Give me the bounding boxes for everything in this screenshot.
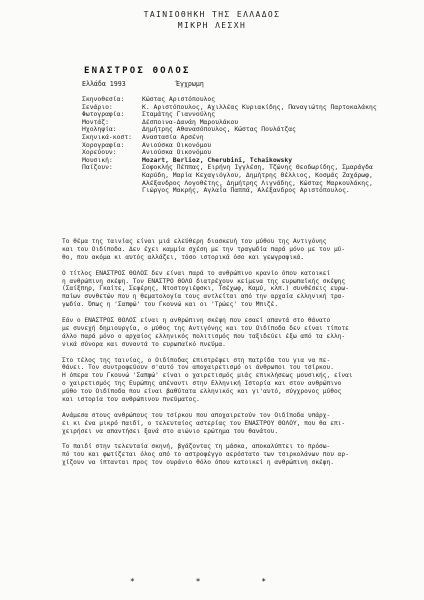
- credit-value: Δημήτρης Αθανασόπουλος, Κώστας Πουλάτζας: [142, 125, 296, 134]
- credit-label: Ηχοληψία:: [82, 125, 117, 134]
- credit-label: Μοντάζ:: [82, 117, 109, 126]
- credit-label: Σκηνικά-κοστ:: [82, 132, 133, 141]
- credit-row-sets-costumes: [82, 134, 412, 142]
- credit-value: Δέσποινα-Δανάη Μαρουλάκου: [142, 117, 239, 126]
- credit-value: Ανιούσκα Οικονόμου: [142, 140, 212, 149]
- synopsis-paragraph: Εάν ο ΕΝΑΣΤΡΟΣ ΘΟΛΟΣ είναι η ανθρώπινη σκέψη που εσαεί απαντά στο θάνατο με συνεχή δημιουργία, ο μύθος της Αντιγόνης και του Οιδίποδα δεν είναι τίποτε άλλο παρά μόνο ο αρχαίος ελληνικός πολιτισμός που ταξιδεύει έξω από τα ελλη- νικά σύνορα και συναντά το ευρωπαϊκό πνεύμα.: [62, 317, 349, 348]
- credits-list: [82, 96, 412, 195]
- credit-value: Αναστασία Αρσένη: [142, 132, 204, 141]
- synopsis-paragraph: Το παιδί στην τελευταία σκηνή, βγάζοντας τη μάσκα, αποκαλύπτει το πρόσω- πό του και φωτίζεται όλος από το αστροφέγγο αερόστατο των τσιρκολάνων που αρ- χίζουν να ίπτανται προς τον ουράνιο θόλο όπου κατοικεί η ανθρώπινη σκέψη.: [62, 443, 349, 467]
- film-title: ΕΝΑΣΤΡΟΣ ΘΟΛΟΣ: [84, 66, 191, 76]
- synopsis-paragraph: Ο τίτλος ΕΝΑΣΤΡΟΣ ΘΟΛΟΣ δεν είναι παρά το ανθρώπινο κρανίο όπου κατοικεί η ανθρώπινη σκέψη. Τον ΕΝΑΣΤΡΟ ΘΟΛΟ διατρέχουν κείμενα της ευρωπαϊκής σκέψης (Σαίξπηρ, Γκαίτε, Σεφέρης, Ντοστογιέφσκι, Τσέχωφ, Καμύ, κλπ.) συνθέσεις ευρω- παίων συνθετών που η θεματολογία τους αντλείται από την αρχαία ελληνική τρα- γωδία. Όπως η 'Σαπφώ' του Γκουνώ και οι 'Τρώες' του Μπιζέ.: [62, 269, 349, 309]
- end-asterisks: * * *: [129, 577, 295, 586]
- credit-value: Mozart, Berlioz, Cherubini, Tchaikowsky: [142, 155, 293, 164]
- credit-value: Κ. Αριστόπουλος, Αχιλλέας Κυριακίδης, Παναγιώτης Παρτοκαλάκης: [142, 102, 377, 111]
- credit-label: Χορεύουν:: [82, 148, 117, 157]
- credit-label: Μουσική:: [82, 155, 113, 164]
- credit-row-cast: [82, 164, 412, 194]
- archive-name: ΤΑΙΝΙΟΘΗΚΗ ΤΗΣ ΕΛΛΑΔΟΣ: [143, 10, 281, 19]
- credit-label: Σκηνοθεσία:: [82, 95, 125, 103]
- synopsis-text: [62, 238, 382, 475]
- credit-row-photography: [82, 111, 412, 119]
- credit-label: Παίζουν:: [82, 163, 113, 172]
- film-country-year: Ελλάδα 1993: [82, 80, 126, 88]
- credit-label: Χορογραφία:: [82, 140, 125, 149]
- credit-label: Σενάριο:: [82, 102, 113, 111]
- club-name: ΜΙΚΡΗ ΛΕΣΧΗ: [177, 21, 247, 30]
- synopsis-paragraph: Ανάμεσα στους ανθρώπους του τσίρκου που αποχαιρετούν τον Οιδίποδα υπάρχ- ει κι ένα μικρό παιδί, ο τελευταίος αστερίας του ΕΝΑΣΤΡΟΥ ΘΟΛΟΥ, που θα επι- χειρήσει να απαντήσει ξανά στο αιώνιο ερώτημα του θανάτου.: [62, 411, 346, 435]
- credit-value: Ανιούσκα Οικονόμου: [142, 148, 212, 157]
- credit-row-choreography: [82, 142, 412, 150]
- synopsis-paragraph: Το θέμα της ταινίας είναι μιά ελεύθερη διασκευή του μύθου της Αντιγόνης και του Οιδίποδα. Δεν έχει καμμία σχέση με την τραγωδία παρά μόνο με τον μύ- θο, που ακόμα κι αυτός αλλάζει, τόσο ιστορικά όσο και γεωγραφικά.: [62, 238, 346, 261]
- film-color-format: Έγχρωμη: [176, 80, 204, 88]
- credit-label: Φωτογραφία:: [82, 110, 125, 119]
- synopsis-paragraph: Στο τέλος της ταινίας, ο Οιδίποδας επιστρέφει στη πατρίδα του για να πε- θάνει. Τον συντροφεύουν σ'αυτό τον αποχαιρετισμό οι άνθρωποι του τσίρκου. Η όπερα του Γκουνώ 'Σαπφώ' είναι ο χαιρετισμός μιάς επικλήσεως μουσικής, είναι ο χαιρετισμός της Ευρώπης απέναντι στην Ελληνική Ιστορία και στον ανθρώπινο μύθο του Οιδίποδα που είναι βαθύτατα ελληνικός και γι'αυτό, σύγχρονος μύθος και ιστορία του ανθρώπινου πνεύματος.: [62, 356, 353, 404]
- credit-value: Σταμάτης Γιαννούλης: [142, 110, 216, 119]
- credit-value: Σοφοκλής Πέππας, Ειρήνη Ιγγλέση, Τζώνης Θεοδωρίδης, Σμαράγδα Καρύδη, Μαρία Κεχαγιόγλου, Δημήτρης Θέλλιος, Κοσμάς Ζαχάρωφ, Αλέξανδρος Λογοθέτης, Δημήτρης Λιγνάδης, Κώστας Μαρκουλάκης, Γιώργος Μακρής, Αγλαΐα Παππά, Αλέξανδρος Αριστόπουλος.: [142, 163, 373, 195]
- credit-row-screenplay: [82, 104, 412, 112]
- credit-value: Κώστας Αριστόπουλος: [142, 95, 216, 103]
